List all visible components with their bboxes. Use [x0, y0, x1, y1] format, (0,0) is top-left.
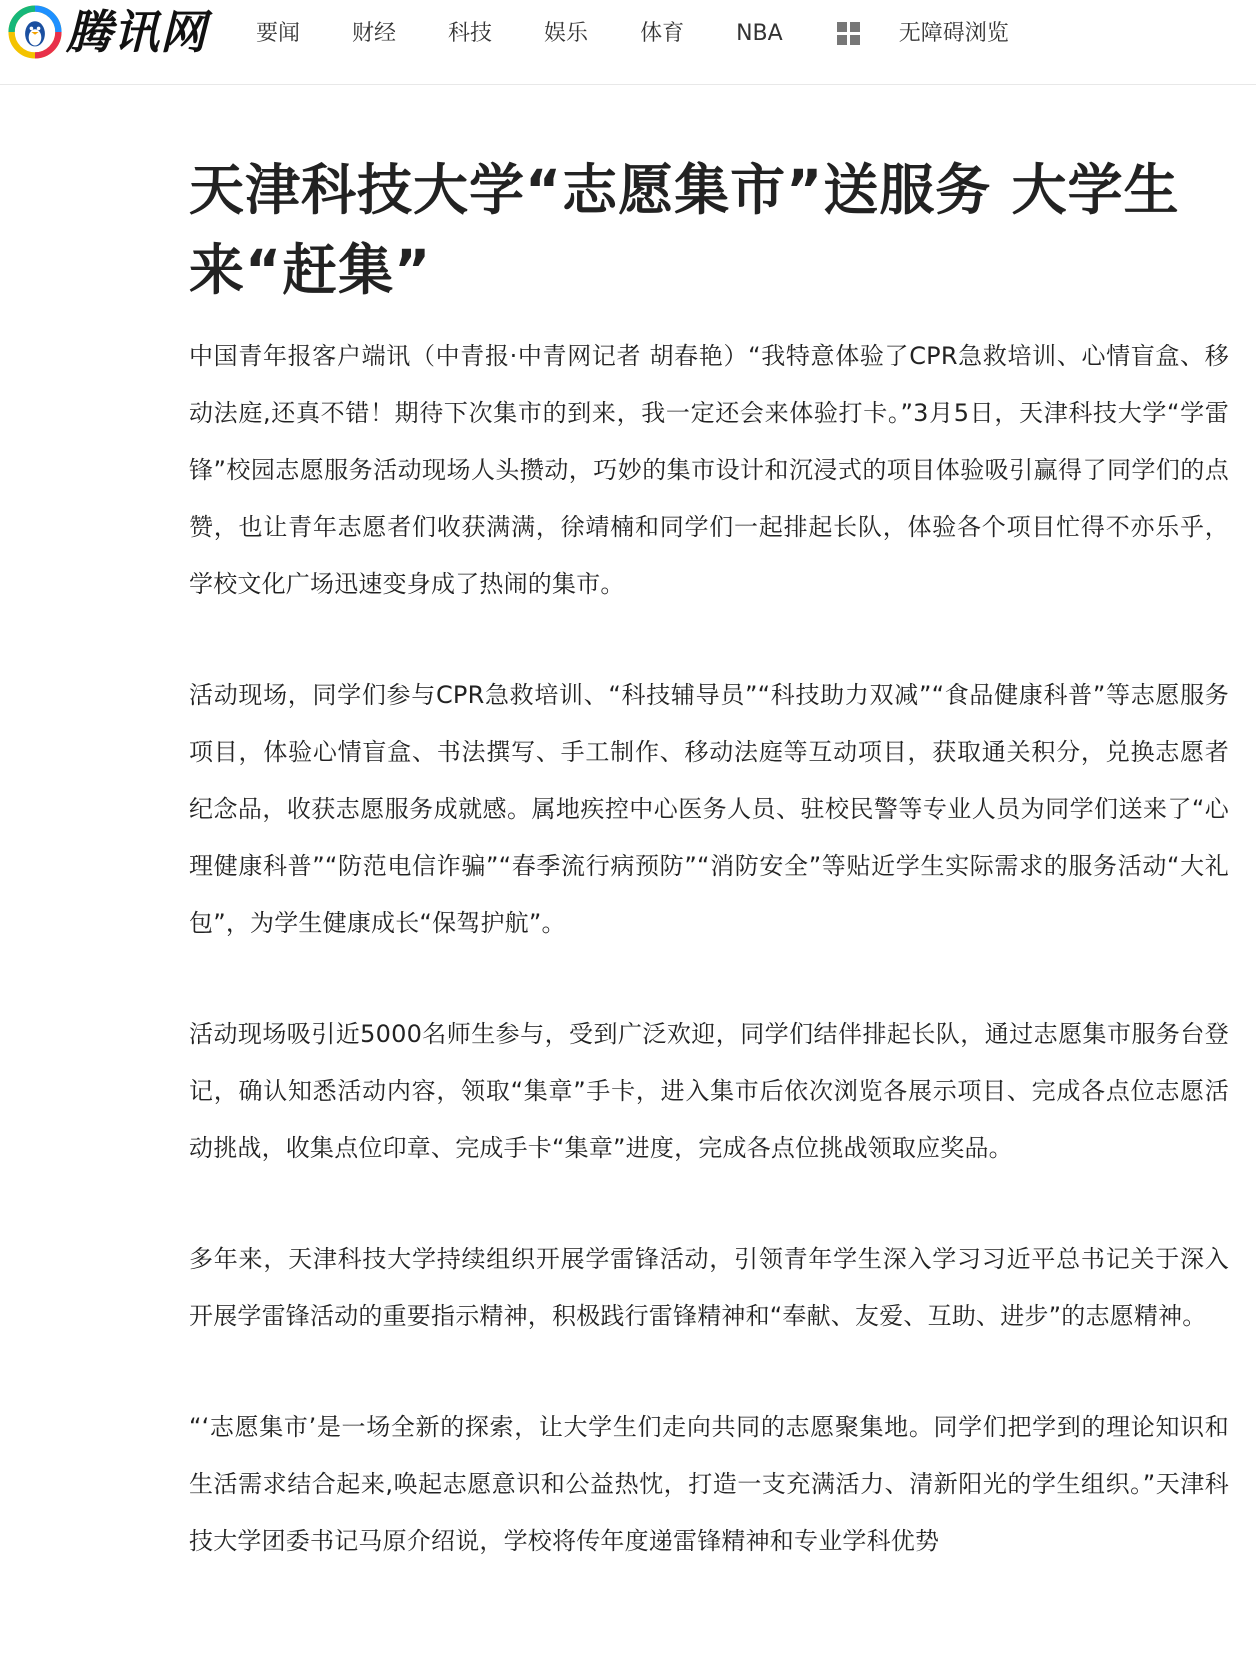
- article-paragraph: “‘志愿集市’是一场全新的探索，让大学生们走向共同的志愿聚集地。同学们把学到的理论知识和生活需求结合起来,唤起志愿意识和公益热忱，打造一支充满活力、清新阳光的学生组织。”天津科技大学团委书记马原介绍说，学校将传年度递雷锋精神和专业学科优势: [189, 1413, 1229, 1555]
- article-paragraph: 中国青年报客户端讯（中青报·中青网记者 胡春艳）“我特意体验了CPR急救培训、心情盲盒、移动法庭,还真不错！期待下次集市的到来，我一定还会来体验打卡。”3月5日，天津科技大学“学雷锋”校园志愿服务活动现场人头攒动，巧妙的集市设计和沉浸式的项目体验吸引赢得了同学们的点赞，也让青年志愿者们收获满满，徐靖楠和同学们一起排起长队，体验各个项目忙得不亦乐乎，学校文化广场迅速变身成了热闹的集市。: [189, 342, 1229, 598]
- nav-item-entertainment[interactable]: 娱乐: [544, 21, 589, 46]
- nav-item-news[interactable]: 要闻: [256, 21, 301, 46]
- article-paragraph: 活动现场吸引近5000名师生参与，受到广泛欢迎，同学们结伴排起长队，通过志愿集市服务台登记，确认知悉活动内容，领取“集章”手卡，进入集市后依次浏览各展示项目、完成各点位志愿活动挑战，收集点位印章、完成手卡“集章”进度，完成各点位挑战领取应奖品。: [189, 1020, 1229, 1162]
- article: [189, 150, 1229, 1624]
- nav-item-tech[interactable]: 科技: [448, 21, 493, 46]
- tencent-penguin-icon: [8, 5, 62, 59]
- grid-icon[interactable]: [837, 22, 861, 46]
- nav-item-nba[interactable]: NBA: [736, 21, 783, 46]
- main-nav: [256, 14, 1009, 54]
- nav-item-finance[interactable]: 财经: [352, 21, 397, 46]
- article-paragraph: 活动现场，同学们参与CPR急救培训、“科技辅导员”“科技助力双减”“食品健康科普”等志愿服务项目，体验心情盲盒、书法撰写、手工制作、移动法庭等互动项目，获取通关积分，兑换志愿者纪念品，收获志愿服务成就感。属地疾控中心医务人员、驻校民警等专业人员为同学们送来了“心理健康科普”“防范电信诈骗”“春季流行病预防”“消防安全”等贴近学生实际需求的服务活动“大礼包”，为学生健康成长“保驾护航”。: [189, 681, 1229, 937]
- site-logo[interactable]: [8, 2, 207, 62]
- article-body: [189, 328, 1229, 1570]
- article-paragraph: 多年来，天津科技大学持续组织开展学雷锋活动，引领青年学生深入学习习近平总书记关于深入开展学雷锋活动的重要指示精神，积极践行雷锋精神和“奉献、友爱、互助、进步”的志愿精神。: [189, 1245, 1229, 1330]
- nav-item-sports[interactable]: 体育: [640, 21, 685, 46]
- site-header: [0, 0, 1256, 85]
- accessibility-link[interactable]: 无障碍浏览: [898, 21, 1009, 46]
- article-title: 天津科技大学“志愿集市”送服务 大学生来“赶集”: [189, 158, 1180, 302]
- logo-text: 腾讯网: [66, 5, 207, 59]
